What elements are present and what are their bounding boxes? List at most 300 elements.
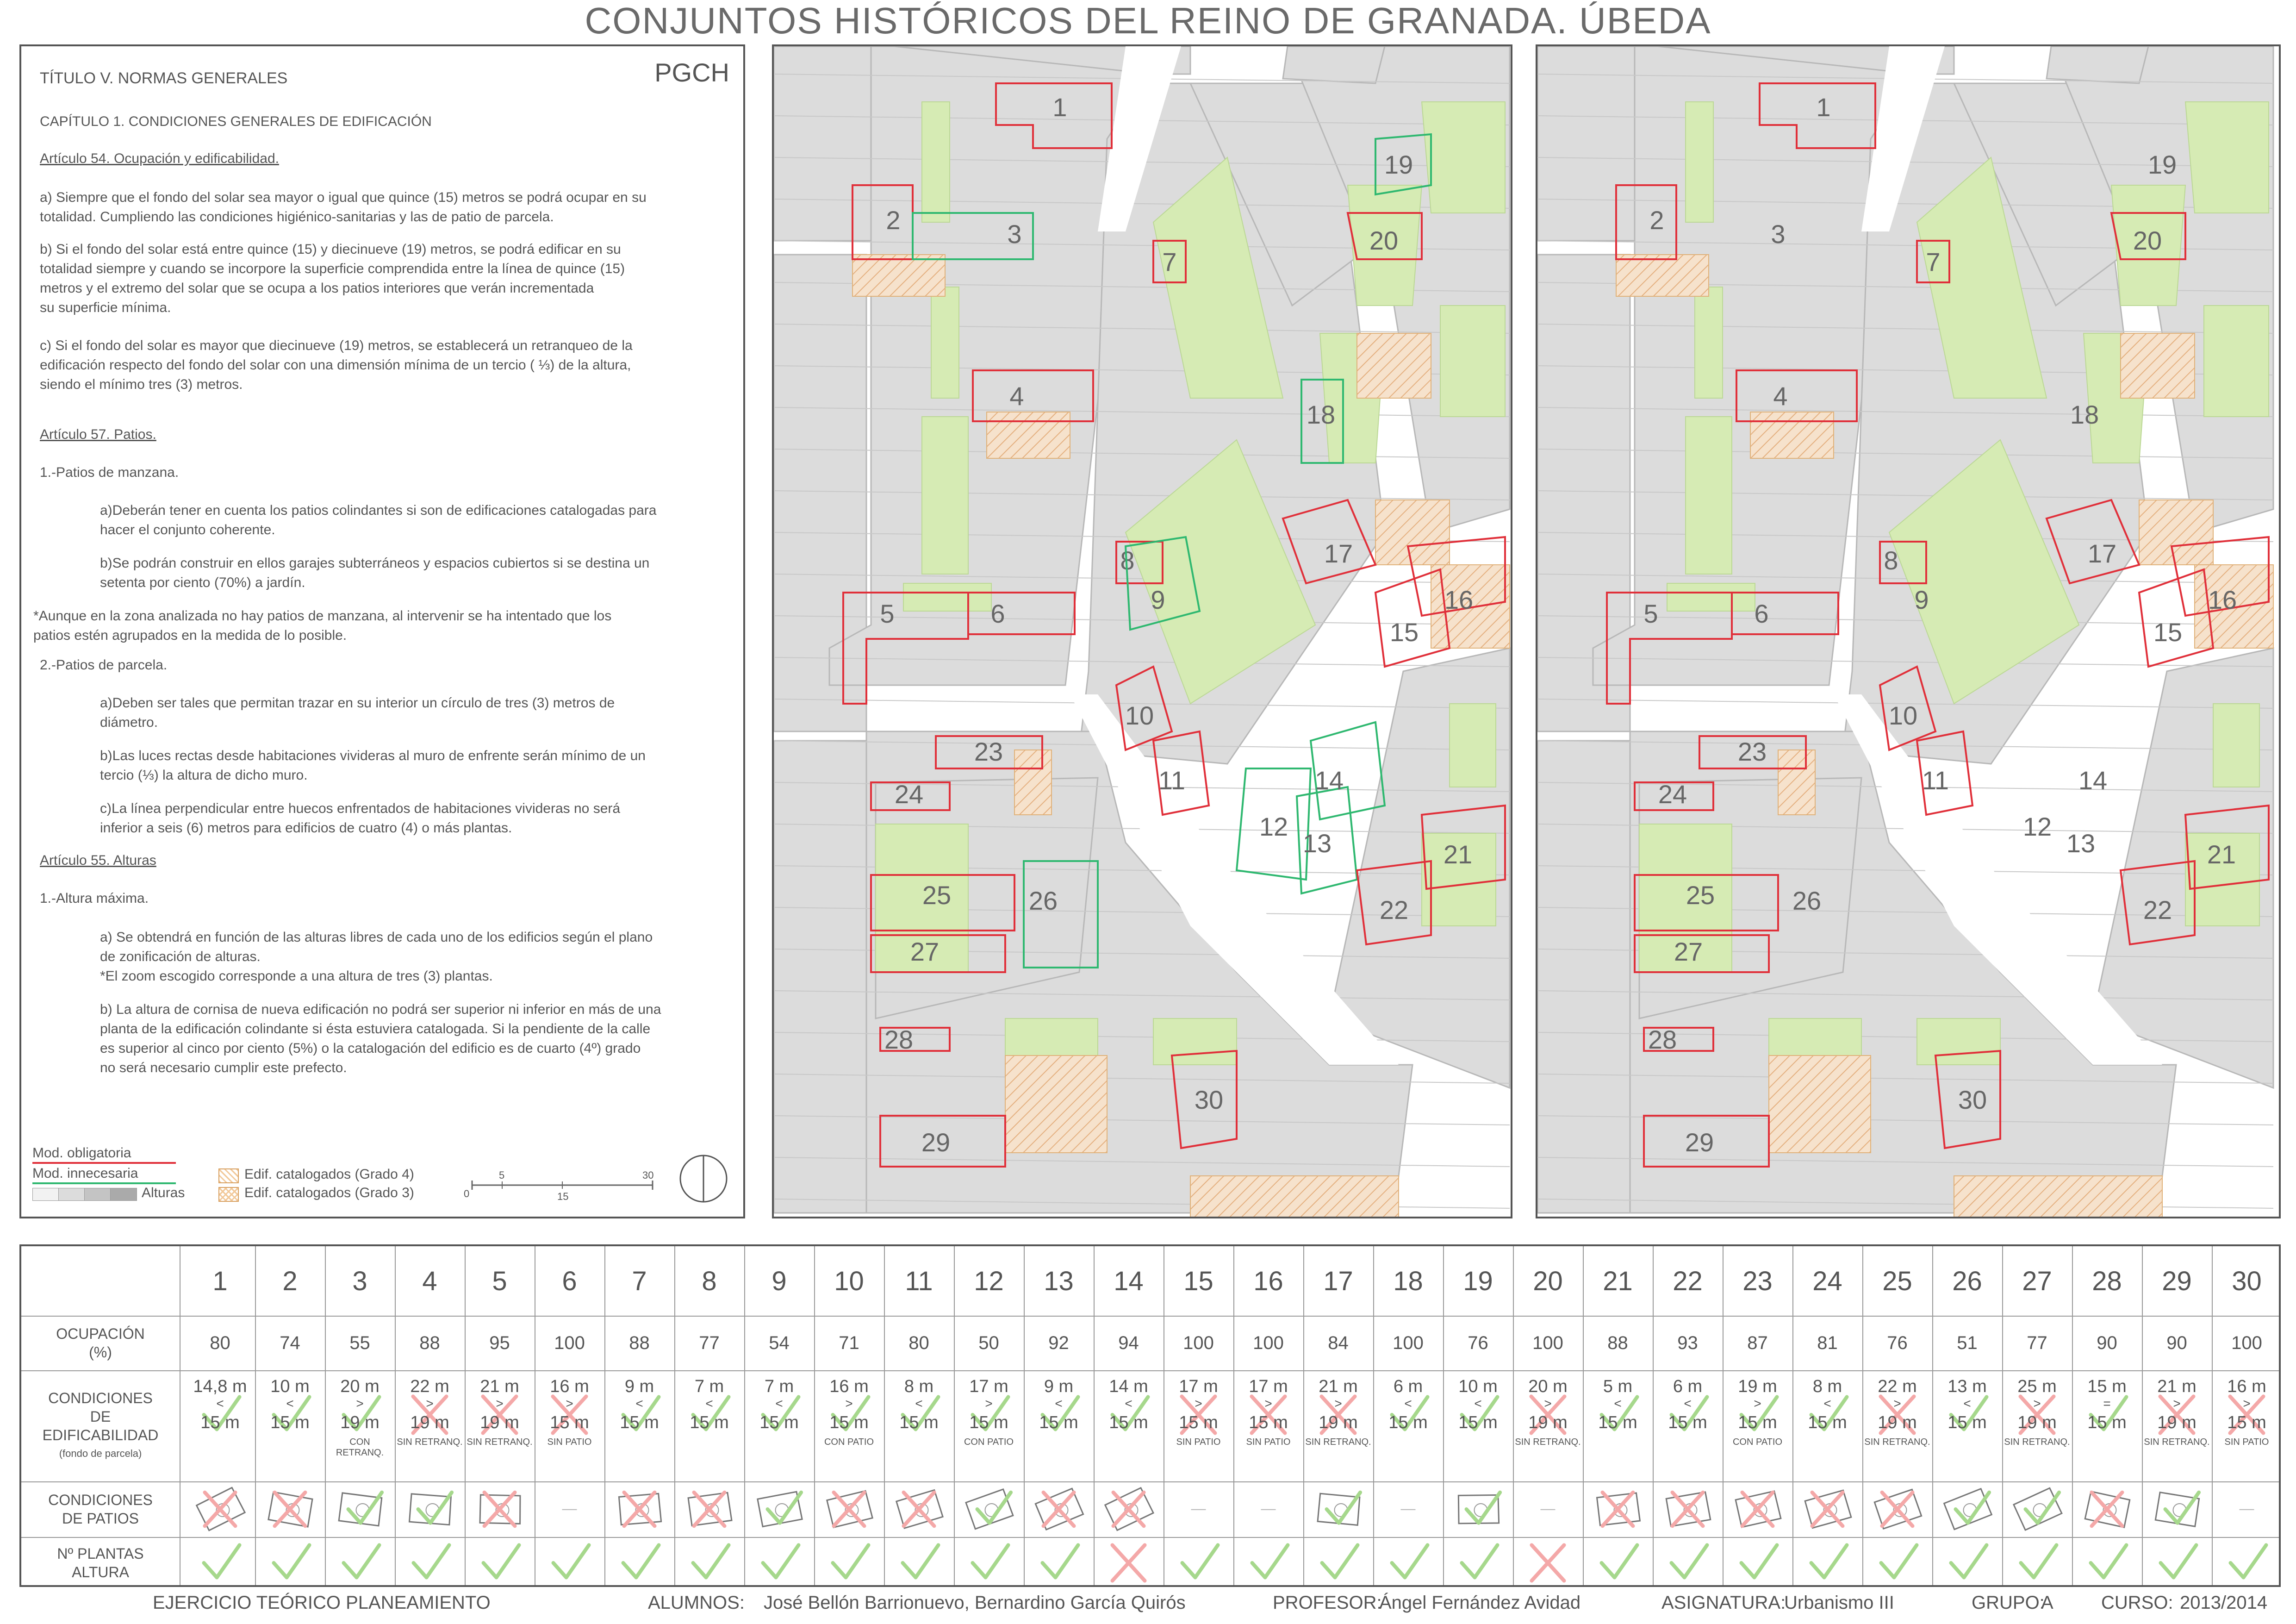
cross-icon <box>1044 1493 1074 1526</box>
edificability-cell <box>2142 1370 2212 1481</box>
plot-label-8: 8 <box>1120 545 1135 575</box>
plot-label-22: 22 <box>1379 895 1409 924</box>
col-header-25: 25 <box>1882 1266 1912 1296</box>
scale-30: 30 <box>642 1169 654 1181</box>
art57-2c: c)La línea perpendicular entre huecos enfrentados de habitaciones vivideras no será inferior a seis (6) metros para edificios de cuatro (4) o más plantas. <box>100 801 621 836</box>
edif-top: 7 m <box>694 1377 724 1396</box>
cross-icon <box>1812 1493 1843 1526</box>
edif-note: SIN PATIO <box>2224 1437 2269 1447</box>
edif-op: > <box>1195 1396 1202 1411</box>
plot-label-24: 24 <box>894 779 924 809</box>
check-icon <box>973 1545 1008 1578</box>
edif-op: < <box>705 1396 713 1411</box>
edif-op: < <box>1125 1396 1132 1411</box>
plot-label-5: 5 <box>880 599 895 628</box>
plot-label-23: 23 <box>1737 737 1767 766</box>
edif-top: 13 m <box>1948 1377 1987 1396</box>
catalogued-building <box>987 412 1070 458</box>
height-cell <box>1583 1537 1653 1589</box>
courtyard-area <box>1153 1018 1237 1065</box>
edificability-cell <box>814 1370 884 1481</box>
height-cell <box>325 1537 395 1589</box>
occupation-value: 100 <box>1183 1332 1214 1353</box>
col-header-3: 3 <box>352 1266 367 1296</box>
edif-top: 22 m <box>410 1377 449 1396</box>
footer-alumnos: José Bellón Barrionuevo, Bernardino García Quirós <box>764 1593 1186 1613</box>
plot-label-8: 8 <box>1884 545 1898 575</box>
patio-cell <box>1513 1481 1583 1537</box>
col-header-14: 14 <box>1114 1266 1144 1296</box>
edificability-cell <box>2212 1370 2282 1481</box>
footer-profesor: Ángel Fernández Avidad <box>1379 1593 1581 1613</box>
edif-bot: 19 m <box>2157 1413 2196 1432</box>
height-mark <box>674 1537 744 1589</box>
check-icon <box>554 1545 589 1578</box>
edif-bot: 19 m <box>1319 1413 1358 1432</box>
edif-bot: 15 m <box>2227 1413 2266 1432</box>
edif-note: SIN PATIO <box>547 1437 592 1447</box>
patio-cell <box>1932 1481 2002 1537</box>
occupation-value: 80 <box>908 1332 929 1353</box>
edificability-cell <box>1443 1370 1513 1481</box>
col-header-17: 17 <box>1323 1266 1353 1296</box>
art55-title: Artículo 55. Alturas <box>40 853 156 868</box>
plot-label-30: 30 <box>1194 1085 1224 1114</box>
catalogued-building <box>2139 500 2213 565</box>
edif-op: > <box>1334 1396 1342 1411</box>
height-cell <box>1303 1537 1373 1589</box>
patio-mark <box>674 1481 744 1537</box>
plot-label-27: 27 <box>910 937 940 966</box>
patio-mark <box>1792 1481 1862 1537</box>
height-mark <box>814 1537 884 1589</box>
patio-dash: — <box>562 1500 577 1517</box>
height-mark <box>465 1537 535 1589</box>
patio-mark <box>2142 1481 2212 1537</box>
occupation-value: 88 <box>1607 1332 1628 1353</box>
height-mark <box>1373 1537 1443 1589</box>
plot-label-24: 24 <box>1658 779 1687 809</box>
cross-icon <box>1532 1545 1564 1581</box>
edif-top: 8 m <box>904 1377 934 1396</box>
edif-op: < <box>1963 1396 1971 1411</box>
patio-sketch-icon <box>1458 1495 1499 1523</box>
patio-mark <box>1583 1481 1653 1537</box>
edif-op: < <box>635 1396 643 1411</box>
plot-label-20: 20 <box>2133 225 2162 255</box>
edif-op: > <box>566 1396 573 1411</box>
patio-cell <box>1862 1481 1932 1537</box>
check-icon <box>2165 1493 2199 1523</box>
edif-top: 25 m <box>2017 1377 2057 1396</box>
edificability-cell <box>325 1370 395 1481</box>
edif-bot: 15 m <box>1109 1413 1148 1432</box>
catalogued-building <box>1375 500 1450 565</box>
edif-op: < <box>1404 1396 1412 1411</box>
legend-alt-2 <box>58 1188 85 1201</box>
edificability-cell <box>1792 1370 1862 1481</box>
edif-note: SIN PATIO <box>1246 1437 1291 1447</box>
occupation-value: 100 <box>554 1332 585 1353</box>
occupation-value: 55 <box>349 1332 370 1353</box>
plot-label-17: 17 <box>2087 538 2117 568</box>
edif-bot: 15 m <box>200 1413 240 1432</box>
edif-bot: 15 m <box>1458 1413 1498 1432</box>
patio-mark <box>185 1481 255 1537</box>
catalogued-building <box>1778 750 1815 815</box>
catalogued-building <box>1954 1176 2162 1217</box>
height-mark <box>185 1537 255 1589</box>
edif-bot: 19 m <box>410 1413 449 1432</box>
cross-icon <box>1114 1493 1144 1526</box>
row-label-line: ALTURA <box>72 1564 129 1580</box>
edif-bot: 15 m <box>1388 1413 1428 1432</box>
edif-op: < <box>1614 1396 1622 1411</box>
cross-icon <box>1673 1493 1703 1526</box>
height-cell <box>1653 1537 1723 1589</box>
edificability-cell <box>744 1370 814 1481</box>
edif-bot: 19 m <box>2017 1413 2057 1432</box>
height-mark <box>1164 1537 1233 1589</box>
footer-ejercicio: EJERCICIO TEÓRICO PLANEAMIENTO <box>153 1593 491 1613</box>
edif-op: > <box>845 1396 853 1411</box>
height-mark <box>954 1537 1024 1589</box>
occupation-value: 76 <box>1887 1332 1908 1353</box>
plot-label-13: 13 <box>2066 828 2096 858</box>
patio-dash: — <box>1191 1500 1206 1517</box>
col-header-10: 10 <box>834 1266 864 1296</box>
height-mark <box>325 1537 395 1589</box>
row-label-line: (%) <box>89 1344 112 1361</box>
footer-profesor-label: PROFESOR: <box>1273 1593 1382 1613</box>
edif-op: > <box>496 1396 504 1411</box>
edif-note: SIN RETRANQ. <box>397 1437 463 1447</box>
row-label-line: (fondo de parcela) <box>59 1448 142 1459</box>
height-mark <box>1443 1537 1513 1589</box>
plot-label-25: 25 <box>922 880 952 910</box>
occupation-value: 95 <box>489 1332 510 1353</box>
edificability-cell <box>395 1370 465 1481</box>
edif-op: > <box>1264 1396 1272 1411</box>
art54-title: Artículo 54. Ocupación y edificabilidad. <box>40 151 279 166</box>
plot-label-21: 21 <box>1443 839 1473 869</box>
edif-bot: 15 m <box>829 1413 869 1432</box>
height-cell <box>1024 1537 1094 1589</box>
footer <box>0 1593 2296 1620</box>
edificability-cell <box>2072 1370 2142 1481</box>
edificability-cell <box>1164 1370 1233 1481</box>
edif-bot: 15 m <box>690 1413 729 1432</box>
edif-note: CON PATIO <box>1732 1437 1783 1447</box>
plot-label-29: 29 <box>1685 1127 1714 1157</box>
check-icon <box>833 1545 869 1578</box>
row-label-patios <box>21 1481 180 1537</box>
plot-label-15: 15 <box>2153 617 2183 647</box>
courtyard-area <box>1667 583 1755 611</box>
patio-cell <box>1583 1481 1653 1537</box>
check-icon <box>1392 1545 1428 1578</box>
height-cell <box>1723 1537 1792 1589</box>
row-label-line: EDIFICABILIDAD <box>42 1427 159 1443</box>
legend-alt-3 <box>84 1188 111 1201</box>
check-icon <box>2021 1545 2057 1578</box>
plot-label-10: 10 <box>1888 700 1918 730</box>
art55-b: b) La altura de cornisa de nueva edificación no podrá ser superior ni inferior en más de una planta de la edificación colindante si ésta estuviera catalogada. Si la pendiente de la calle es superior al cinco por ciento (5%) o la catalogación del edificio es de cuarto (4º) grado no será necesario cumplir este prefecto. <box>100 1002 661 1075</box>
height-cell <box>674 1537 744 1589</box>
edif-top: 19 m <box>1738 1377 1777 1396</box>
edif-top: 5 m <box>1603 1377 1633 1396</box>
art57-1: 1.-Patios de manzana. <box>40 465 179 480</box>
occupation-value: 80 <box>210 1332 230 1353</box>
plot-label-7: 7 <box>1162 247 1177 276</box>
catalogued-building <box>1190 1176 1399 1217</box>
col-header-8: 8 <box>702 1266 717 1296</box>
patio-dash: — <box>1261 1500 1276 1517</box>
occupation-value: 100 <box>2231 1332 2262 1353</box>
legend-alturas: Alturas <box>142 1185 185 1200</box>
patio-mark <box>1094 1481 1164 1537</box>
height-cell <box>1233 1537 1303 1589</box>
edif-top: 9 m <box>624 1377 654 1396</box>
check-icon <box>1742 1545 1777 1578</box>
plot-label-6: 6 <box>990 599 1005 628</box>
height-mark <box>1233 1537 1303 1589</box>
occupation-value: 77 <box>2027 1332 2047 1353</box>
edif-top: 9 m <box>1044 1377 1074 1396</box>
check-icon <box>1182 1545 1218 1578</box>
patio-mark <box>1653 1481 1723 1537</box>
occupation-value: 93 <box>1677 1332 1698 1353</box>
height-cell <box>2142 1537 2212 1589</box>
patio-mark <box>1932 1481 2002 1537</box>
plot-label-7: 7 <box>1926 247 1941 276</box>
patio-cell <box>395 1481 465 1537</box>
patio-cell <box>2002 1481 2072 1537</box>
edif-top: 6 m <box>1393 1377 1423 1396</box>
check-icon <box>903 1545 939 1578</box>
cross-icon <box>904 1493 934 1526</box>
edificability-cell <box>465 1370 535 1481</box>
patio-cell <box>1303 1481 1373 1537</box>
patio-mark <box>465 1481 535 1537</box>
page-title: CONJUNTOS HISTÓRICOS DEL REINO DE GRANADA. ÚBEDA <box>585 0 1711 41</box>
map-proposed-state <box>1536 44 2281 1218</box>
plot-label-27: 27 <box>1674 937 1703 966</box>
check-icon <box>1252 1545 1288 1578</box>
plot-label-4: 4 <box>1773 381 1788 411</box>
plot-label-26: 26 <box>1792 886 1822 915</box>
occupation-value: 76 <box>1468 1332 1488 1353</box>
check-icon <box>418 1493 452 1523</box>
plot-label-1: 1 <box>1052 92 1067 122</box>
col-header-6: 6 <box>562 1266 577 1296</box>
art55-1: 1.-Altura máxima. <box>40 891 149 906</box>
row-label-line: CONDICIONES <box>48 1390 153 1406</box>
patio-mark <box>744 1481 814 1537</box>
scale-15: 15 <box>557 1191 569 1202</box>
art57-1a: a)Deberán tener en cuenta los patios colindantes si son de edificaciones catalogadas para hacer el conjunto coherente. <box>100 503 657 537</box>
col-header-26: 26 <box>1952 1266 1982 1296</box>
occupation-value: 54 <box>769 1332 790 1353</box>
col-header-9: 9 <box>772 1266 787 1296</box>
edif-op: > <box>2243 1396 2251 1411</box>
height-cell <box>1164 1537 1233 1589</box>
height-mark <box>1862 1537 1932 1589</box>
catalogued-building <box>1005 1056 1107 1153</box>
col-header-23: 23 <box>1742 1266 1773 1296</box>
height-mark <box>1792 1537 1862 1589</box>
height-mark <box>744 1537 814 1589</box>
edif-top: 14 m <box>1109 1377 1148 1396</box>
patio-mark <box>1862 1481 1932 1537</box>
patio-dash: — <box>1540 1500 1556 1517</box>
cross-icon <box>1882 1493 1913 1526</box>
occupation-value: 84 <box>1328 1332 1349 1353</box>
patio-cell <box>535 1481 604 1537</box>
catalogued-building <box>1357 333 1431 398</box>
occupation-value: 90 <box>2166 1332 2187 1353</box>
cross-icon <box>1742 1493 1773 1526</box>
edif-bot: 15 m <box>1948 1413 1987 1432</box>
art57-title: Artículo 57. Patios. <box>40 427 156 442</box>
col-header-13: 13 <box>1044 1266 1074 1296</box>
edificability-cell <box>185 1370 255 1481</box>
edificability-cell <box>1373 1370 1443 1481</box>
catalogued-building <box>1616 255 1709 296</box>
col-header-12: 12 <box>974 1266 1004 1296</box>
edif-top: 7 m <box>764 1377 794 1396</box>
check-icon <box>1811 1545 1847 1578</box>
patio-cell <box>954 1481 1024 1537</box>
cross-icon <box>1603 1493 1633 1526</box>
art57-2b: b)Las luces rectas desde habitaciones vivideras al muro de enfrente serán mínimo de un tercio (⅓) la altura de dicho muro. <box>100 748 646 783</box>
check-icon <box>768 1493 802 1523</box>
cross-icon <box>1113 1545 1145 1581</box>
legend-mod-obligatoria: Mod. obligatoria <box>32 1145 131 1161</box>
patio-cell <box>814 1481 884 1537</box>
occupation-value: 81 <box>1817 1332 1838 1353</box>
edif-bot: 15 m <box>899 1413 939 1432</box>
courtyard-area <box>2185 102 2269 213</box>
patio-mark <box>2002 1481 2072 1537</box>
edif-bot: 15 m <box>2087 1413 2127 1432</box>
art57-note: *Aunque en la zona analizada no hay patios de manzana, al intervenir se ha intentado que los patios estén agrupados en la medida de lo posible. <box>33 608 612 643</box>
title-v-heading: TÍTULO V. NORMAS GENERALES <box>40 69 288 87</box>
plot-label-14: 14 <box>1314 765 1344 795</box>
edif-top: 21 m <box>2157 1377 2196 1396</box>
height-cell <box>2072 1537 2142 1589</box>
patio-cell <box>465 1481 535 1537</box>
footer-alumnos-label: ALUMNOS: <box>648 1593 745 1613</box>
height-cell <box>395 1537 465 1589</box>
check-icon <box>1951 1545 1987 1578</box>
legend-alt-4 <box>110 1188 137 1201</box>
plot-label-12: 12 <box>2022 812 2052 841</box>
height-cell <box>185 1537 255 1589</box>
plot-label-13: 13 <box>1302 828 1332 858</box>
catalogued-building <box>852 255 945 296</box>
patio-cell <box>1233 1481 1303 1537</box>
patio-cell <box>1024 1481 1094 1537</box>
edif-top: 17 m <box>969 1377 1008 1396</box>
row-label-edificability <box>21 1370 180 1481</box>
plot-label-18: 18 <box>2070 400 2099 429</box>
col-header-28: 28 <box>2092 1266 2122 1296</box>
catalogued-building <box>2121 333 2195 398</box>
edificability-cell <box>1513 1370 1583 1481</box>
height-mark <box>395 1537 465 1589</box>
plot-label-30: 30 <box>1958 1085 1987 1114</box>
check-icon <box>1322 1545 1358 1578</box>
cross-icon <box>834 1493 865 1526</box>
plot-label-28: 28 <box>1648 1024 1677 1054</box>
edificability-cell <box>1723 1370 1792 1481</box>
edif-note: CON RETRANQ. <box>336 1437 384 1458</box>
courtyard-area <box>1695 287 1723 398</box>
check-icon <box>1881 1545 1917 1578</box>
courtyard-area <box>922 102 950 222</box>
city-block <box>1537 741 1630 1213</box>
check-icon <box>1327 1493 1361 1523</box>
legend-red-line <box>32 1162 176 1164</box>
courtyard-area <box>1450 704 1496 787</box>
edif-top: 16 m <box>2227 1377 2266 1396</box>
edif-bot: 15 m <box>969 1413 1008 1432</box>
patio-mark <box>395 1481 465 1537</box>
edificability-cell <box>1653 1370 1723 1481</box>
check-icon <box>623 1545 659 1578</box>
edif-bot: 15 m <box>1249 1413 1288 1432</box>
edif-op: > <box>2173 1396 2181 1411</box>
col-header-5: 5 <box>492 1266 507 1296</box>
patio-cell <box>884 1481 954 1537</box>
plot-label-3: 3 <box>1771 219 1786 249</box>
plot-label-1: 1 <box>1816 92 1831 122</box>
courtyard-area <box>1917 1018 2000 1065</box>
edif-note: SIN RETRANQ. <box>1515 1437 1581 1447</box>
cross-icon <box>275 1493 305 1526</box>
edificability-cell <box>1094 1370 1164 1481</box>
edif-bot: 15 m <box>550 1413 589 1432</box>
patio-mark <box>2072 1481 2142 1537</box>
art54-b: b) Si el fondo del solar está entre quince (15) y diecinueve (19) metros, se podrá edificar en su totalidad siempre y cuando se incorpore la superficie comprendida entre la línea de quince (15) metros y el extremo del solar que se ocupa a los patios interiores que verán incrementada su superficie mínima. <box>40 242 625 315</box>
height-mark <box>1303 1537 1373 1589</box>
edif-op: < <box>1684 1396 1692 1411</box>
plot-label-19: 19 <box>1384 150 1413 179</box>
patio-cell <box>1653 1481 1723 1537</box>
plot-label-9: 9 <box>1151 585 1165 614</box>
edificability-cell <box>954 1370 1024 1481</box>
row-label-line: OCUPACIÓN <box>56 1325 145 1342</box>
row-label-line: Nº PLANTAS <box>57 1545 144 1562</box>
courtyard-area <box>922 417 968 574</box>
patio-dash: — <box>2239 1500 2254 1517</box>
plot-label-16: 16 <box>1444 585 1474 614</box>
courtyard-area <box>2204 306 2269 417</box>
footer-asignatura: Urbanismo III <box>1784 1593 1894 1613</box>
height-mark <box>1653 1537 1723 1589</box>
edificability-cell <box>1862 1370 1932 1481</box>
plot-label-16: 16 <box>2208 585 2237 614</box>
col-header-24: 24 <box>1812 1266 1842 1296</box>
plot-label-15: 15 <box>1389 617 1419 647</box>
occupation-value: 92 <box>1048 1332 1069 1353</box>
cross-icon <box>205 1493 236 1526</box>
check-icon <box>1467 1493 1500 1523</box>
check-icon <box>484 1545 519 1578</box>
edif-op: < <box>1474 1396 1482 1411</box>
edif-op: < <box>216 1396 224 1411</box>
